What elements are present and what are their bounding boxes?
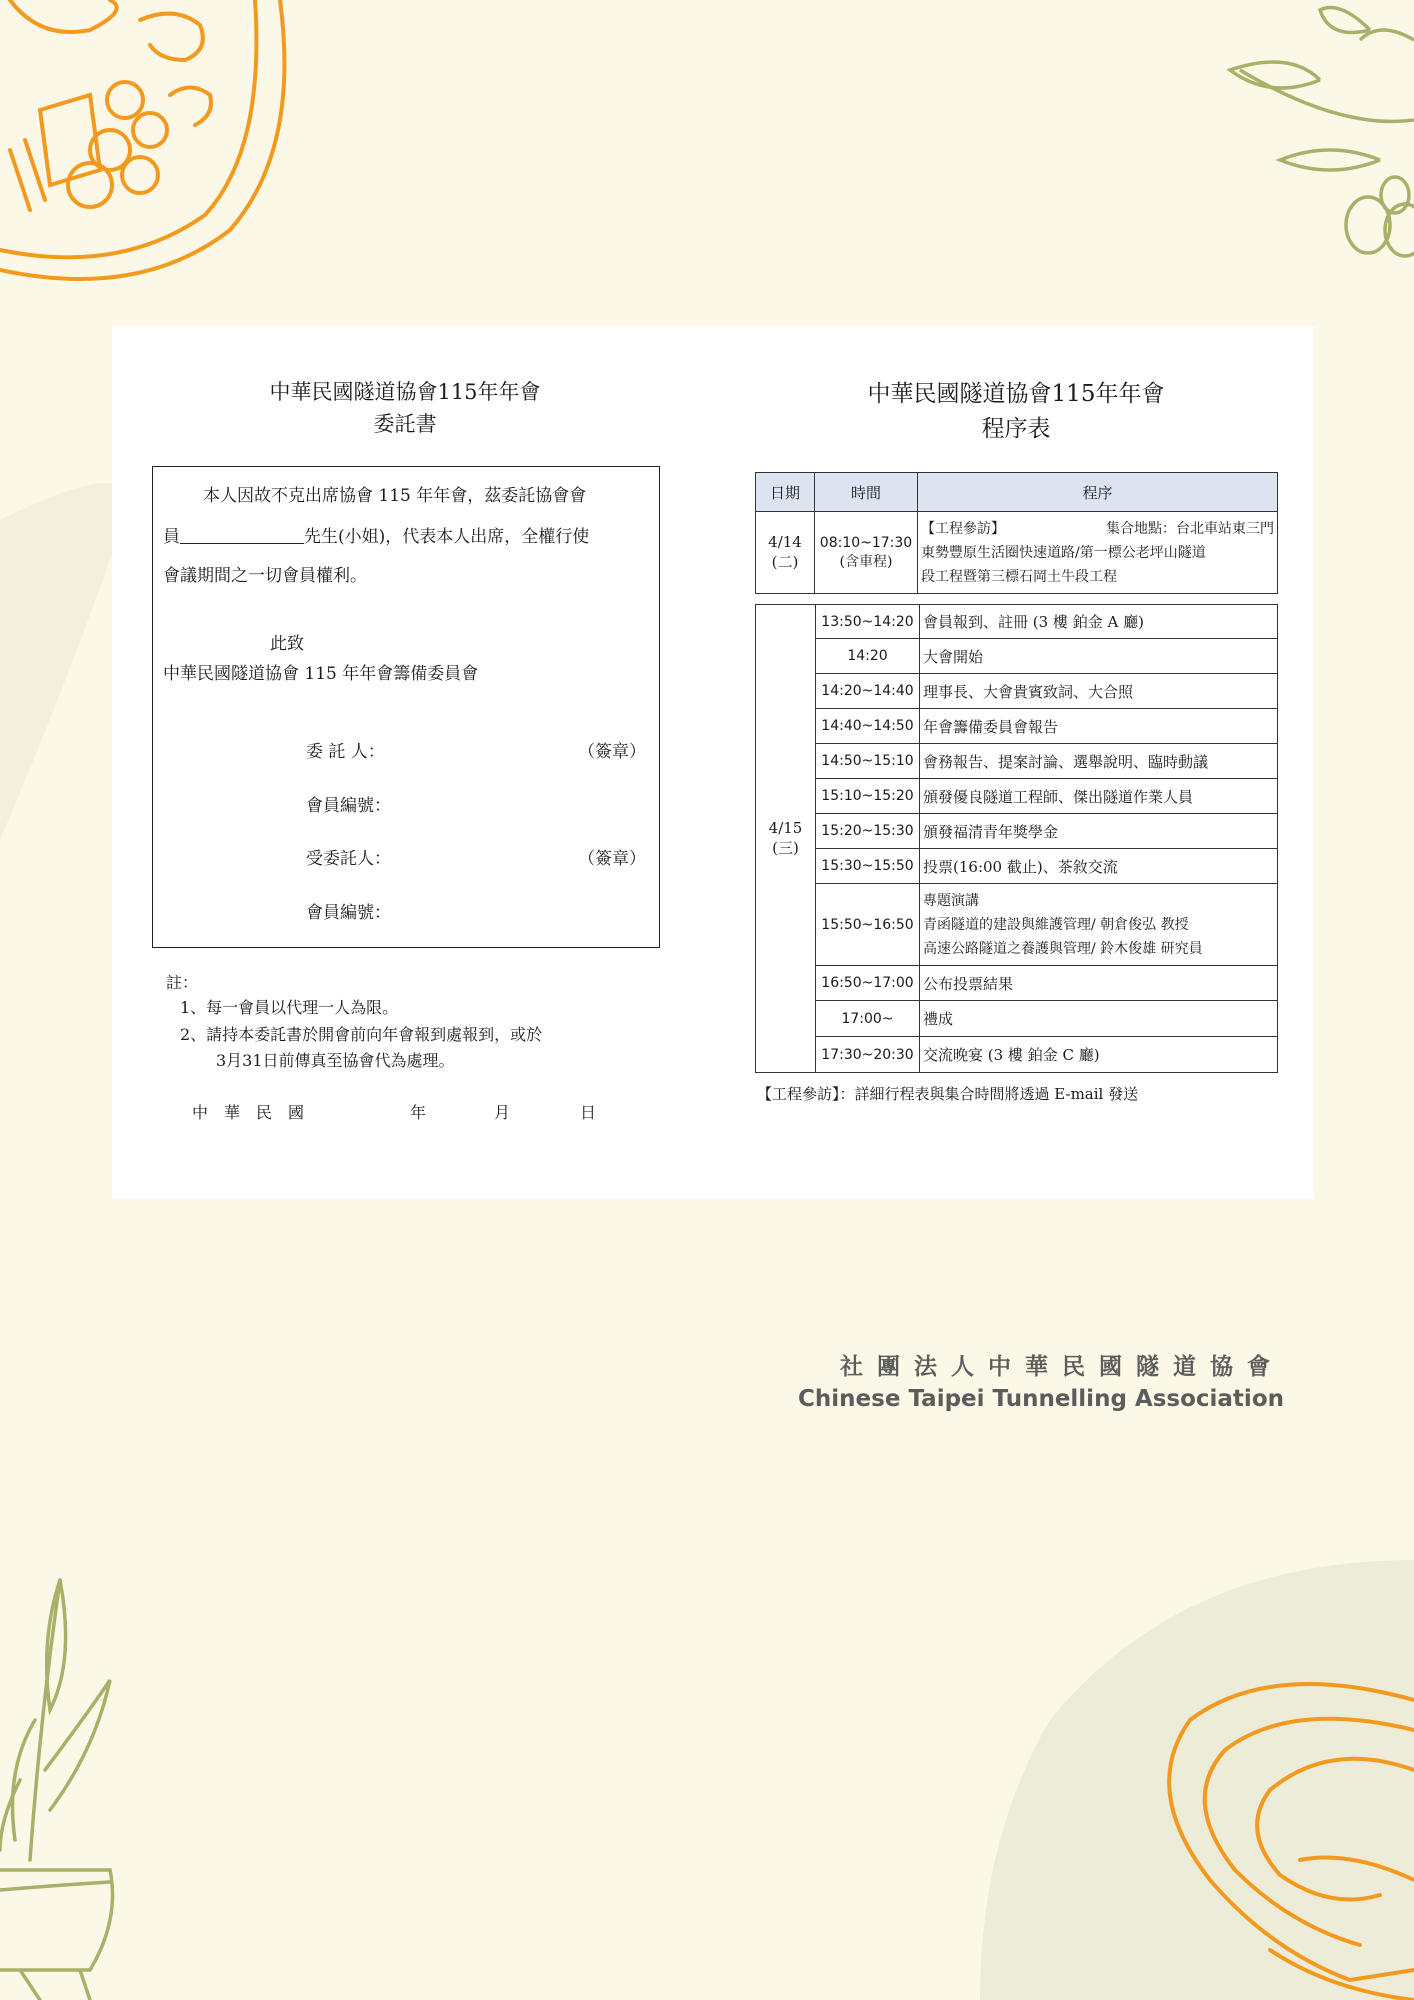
header-program: 程序 bbox=[918, 473, 1278, 512]
day2-date: 4/15 bbox=[768, 819, 803, 837]
member-no-label-2: 會員編號： bbox=[306, 903, 391, 923]
agent-name-blank[interactable] bbox=[180, 525, 304, 544]
day1-time-note: (含車程) bbox=[839, 553, 893, 570]
row-program: 頒發優良隧道工程師、傑出隧道作業人員 bbox=[920, 779, 1278, 814]
table-row bbox=[756, 674, 1278, 709]
row-program: 會員報到、註冊 (3 樓 鉑金 A 廳) bbox=[920, 605, 1278, 639]
note-1: 1、每一會員以代理一人為限。 bbox=[180, 998, 399, 1017]
row-time: 15:10~15:20 bbox=[816, 779, 920, 814]
day2-date-cell bbox=[756, 605, 816, 1073]
row-time: 14:20 bbox=[816, 639, 920, 674]
row-program: 年會籌備委員會報告 bbox=[920, 709, 1278, 744]
proxy-title bbox=[150, 376, 660, 440]
row-time: 15:20~15:30 bbox=[816, 814, 920, 849]
table-row bbox=[756, 849, 1278, 884]
org-name-chinese: 社團法人中華民國隧道協會 bbox=[840, 1354, 1284, 1380]
proxy-body-line3: 會議期間之一切會員權利。 bbox=[163, 566, 367, 586]
proxy-body-line2-suffix: 先生(小姐)，代表本人出席，全權行使 bbox=[304, 527, 590, 547]
table-row bbox=[756, 512, 1278, 594]
row-time: 17:30~20:30 bbox=[816, 1037, 920, 1073]
day1-program-line2: 東勢豐原生活圈快速道路/第一標公老坪山隧道 bbox=[921, 544, 1206, 561]
table-row bbox=[756, 1037, 1278, 1073]
header-row bbox=[756, 473, 1278, 512]
row-program: 投票(16:00 截止)、茶敘交流 bbox=[920, 849, 1278, 884]
lecture-line2: 青函隧道的建設與維護管理/ 朝倉俊弘 教授 bbox=[923, 916, 1189, 933]
day1-program-cell bbox=[918, 512, 1278, 594]
row-time: 17:00~ bbox=[816, 1001, 920, 1037]
proxy-title-line2: 委託書 bbox=[373, 412, 437, 436]
schedule-footnote: 【工程參訪】：詳細行程表與集合時間將透過 E-mail 發送 bbox=[757, 1085, 1139, 1103]
day1-weekday: (二) bbox=[771, 553, 799, 571]
salutation: 此致 bbox=[270, 634, 304, 654]
row-time: 16:50~17:00 bbox=[816, 966, 920, 1001]
schedule-title-line1: 中華民國隧道協會115年年會 bbox=[867, 381, 1165, 407]
note-2a: 2、請持本委託書於開會前向年會報到處報到，或於 bbox=[180, 1025, 543, 1044]
schedule-title-line2: 程序表 bbox=[981, 416, 1051, 442]
table-row bbox=[756, 966, 1278, 1001]
row-time: 14:40~14:50 bbox=[816, 709, 920, 744]
day1-prog-label: 【工程參訪】 bbox=[921, 520, 1005, 537]
day2-weekday: (三) bbox=[772, 839, 799, 857]
proxy-body-line2-prefix: 員 bbox=[163, 527, 180, 547]
table-row bbox=[756, 884, 1278, 966]
row-program: 大會開始 bbox=[920, 639, 1278, 674]
table-row bbox=[756, 779, 1278, 814]
org-name-english: Chinese Taipei Tunnelling Association bbox=[798, 1386, 1284, 1412]
row-time: 14:20~14:40 bbox=[816, 674, 920, 709]
row-program: 交流晚宴 (3 樓 鉑金 C 廳) bbox=[920, 1037, 1278, 1073]
row-time: 14:50~15:10 bbox=[816, 744, 920, 779]
agent-label: 受委託人： bbox=[306, 849, 391, 869]
table-row bbox=[756, 639, 1278, 674]
date-day: 日 bbox=[580, 1103, 597, 1122]
principal-label: 委 託 人： bbox=[306, 742, 385, 762]
day1-date: 4/14 bbox=[768, 533, 802, 551]
row-program: 會務報告、提案討論、選舉說明、臨時動議 bbox=[920, 744, 1278, 779]
principal-seal: （簽章） bbox=[578, 742, 646, 762]
day1-program-line3: 段工程暨第三標石岡土牛段工程 bbox=[921, 568, 1117, 585]
pastry-illustration-icon bbox=[1150, 1660, 1414, 2000]
row-time: 15:30~15:50 bbox=[816, 849, 920, 884]
lecture-time: 15:50~16:50 bbox=[816, 884, 920, 966]
day1-time: 08:10~17:30 bbox=[819, 534, 913, 551]
member-no-label-1: 會員編號： bbox=[306, 796, 391, 816]
table-row bbox=[756, 1001, 1278, 1037]
proxy-form-box bbox=[152, 466, 660, 948]
proxy-body-line2 bbox=[163, 522, 589, 547]
date-roc: 中 華 民 國 bbox=[192, 1103, 305, 1122]
table-row bbox=[756, 744, 1278, 779]
row-program: 禮成 bbox=[920, 1001, 1278, 1037]
proxy-body-line1: 本人因故不克出席協會 115 年年會，茲委託協會會 bbox=[203, 486, 587, 506]
olive-branch-icon bbox=[1220, 0, 1414, 280]
day1-program-line1 bbox=[921, 517, 1274, 541]
lecture-program-cell bbox=[920, 884, 1278, 966]
notes-heading: 註： bbox=[166, 973, 199, 992]
proxy-title-line1: 中華民國隧道協會115年年會 bbox=[269, 380, 541, 404]
lecture-line1: 專題演講 bbox=[923, 892, 979, 909]
schedule-title bbox=[755, 377, 1277, 447]
day1-time-cell bbox=[815, 512, 918, 594]
row-program: 頒發福清青年獎學金 bbox=[920, 814, 1278, 849]
day1-prog-meet: 集合地點：台北車站東三門 bbox=[1106, 520, 1274, 537]
note-2b: 3月31日前傳真至協會代為處理。 bbox=[216, 1051, 455, 1070]
schedule-table-day2 bbox=[755, 604, 1278, 1073]
header-time: 時間 bbox=[815, 473, 918, 512]
date-year: 年 bbox=[410, 1103, 427, 1122]
header-date: 日期 bbox=[756, 473, 815, 512]
food-illustration-icon bbox=[0, 0, 300, 290]
schedule-table-day1 bbox=[755, 472, 1278, 594]
row-time: 13:50~14:20 bbox=[816, 605, 920, 639]
row-program: 公布投票結果 bbox=[920, 966, 1278, 1001]
table-row bbox=[756, 814, 1278, 849]
left-cream-shape bbox=[0, 483, 130, 840]
row-program: 理事長、大會貴賓致詞、大合照 bbox=[920, 674, 1278, 709]
recipient: 中華民國隧道協會 115 年年會籌備委員會 bbox=[163, 664, 479, 684]
lecture-line3: 高速公路隧道之養護與管理/ 鈴木俊雄 研究員 bbox=[923, 940, 1203, 957]
potted-plant-icon bbox=[0, 1520, 140, 2000]
day1-date-cell bbox=[756, 512, 815, 594]
agent-seal: （簽章） bbox=[578, 849, 646, 869]
table-row bbox=[756, 709, 1278, 744]
date-month: 月 bbox=[494, 1103, 511, 1122]
table-row bbox=[756, 605, 1278, 639]
